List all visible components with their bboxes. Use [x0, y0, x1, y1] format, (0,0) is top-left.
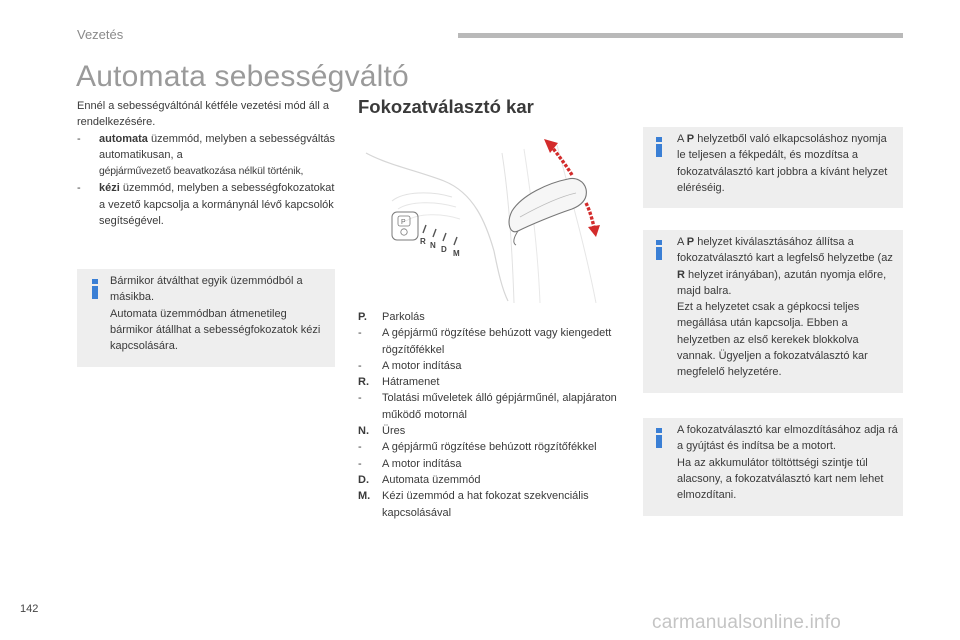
page-title: Automata sebességváltó [76, 60, 409, 93]
info-icon [652, 428, 666, 448]
info-text-select-park: A P helyzet kiválasztásához állítsa a fokozatválasztó kart a legfelső helyzetbe (az R helyzet irányában), azután nyomja előre, majd balra. Ezt a helyzetet csak a gépkocsi teljes megállása után kapcsolja. Ebben a helyzetben az első kerekek blokkolva vannak. Ügyeljen a fokozatválasztó kar megfelelő helyzetére. [677, 236, 893, 379]
gear-list-item: - Tolatási műveletek álló gépjárműnél, alapjáraton működő motornál [358, 392, 617, 421]
header-divider-bar [458, 33, 903, 38]
gear-list-item: - A motor indítása [358, 457, 462, 470]
gear-list-item: P. Parkolás [358, 311, 425, 323]
gear-list-item: - A motor indítása [358, 359, 462, 372]
info-box-mode-switch [77, 269, 335, 367]
watermark: carmanualsonline.info [652, 612, 842, 633]
intro-manual-text: üzemmód, melyben a sebességfokozatokat a vezető kapcsolja a kormánynál lévő kapcsolók segítségével. [99, 182, 335, 228]
info-box-select-park [643, 230, 903, 393]
info-text-leave-park: A P helyzetből való elkapcsoláshoz nyomja le teljesen a fékpedált, és mozdítsa a fokozatválasztó kart jobbra a kívánt helyzet eléréséig. [677, 133, 888, 194]
info-box-move-lever [643, 418, 903, 516]
lever-up-arrow-icon [544, 139, 572, 175]
intro-auto-term: automata [99, 132, 148, 145]
intro-lead: Ennél a sebességváltónál kétféle vezetési mód áll a rendelkezésére. [77, 100, 329, 129]
gear-selector-illustration [362, 131, 624, 303]
gear-list-item: M. Kézi üzemmód a hat fokozat szekvenciális kapcsolásával [358, 490, 589, 519]
gear-list-item: D. Automata üzemmód [358, 473, 481, 486]
intro-manual-term: kézi [99, 182, 120, 195]
gear-positions-list [358, 309, 620, 521]
intro-item-automatic [77, 131, 339, 181]
gear-list-item: N. Üres [358, 425, 406, 438]
info-text-mode-switch: Bármikor átválthat egyik üzemmódból a másikba. Automata üzemmódban átmenetileg bármikor átállhat a sebességfokozatok kézi kapcsolására. [110, 275, 321, 353]
intro-auto-text-2: gépjárművezető beavatkozása nélkül történik, [99, 166, 304, 178]
gear-letter-p: P [401, 219, 406, 226]
intro-item-manual [77, 180, 339, 229]
info-icon [652, 137, 666, 157]
section-title: Fokozatválasztó kar [358, 96, 534, 117]
gear-letter-m: M [453, 249, 460, 258]
lever-down-arrow-icon [586, 203, 600, 237]
info-text-move-lever: A fokozatválasztó kar elmozdításához adja rá a gyújtást és indítsa be a motort. Ha az akkumulátor töltöttségi szintje túl alacsony, a fokozatválasztó kart nem lehet elmozdítani. [677, 424, 898, 502]
gear-indicator-panel [392, 212, 460, 258]
intro-dash: - [77, 132, 81, 145]
gear-letter-n: N [430, 241, 436, 250]
info-icon [652, 240, 666, 260]
gear-list-item: - A gépjármű rögzítése behúzott vagy kiengedett rögzítőfékkel [358, 327, 612, 356]
intro-dash: - [77, 182, 81, 195]
info-box-leave-park [643, 127, 903, 208]
intro-text [77, 98, 339, 229]
header-section-label: Vezetés [77, 27, 124, 42]
gear-letter-r: R [420, 237, 426, 246]
gear-list-item: R. Hátramenet [358, 376, 440, 389]
info-icon [88, 279, 102, 299]
gear-letter-d: D [441, 245, 447, 254]
gear-list-item: - A gépjármű rögzítése behúzott rögzítőfékkel [358, 441, 597, 454]
intro-auto-text-1: üzemmód, melyben a sebességváltás automatikusan, a [99, 132, 336, 161]
page-number: 142 [20, 603, 39, 615]
